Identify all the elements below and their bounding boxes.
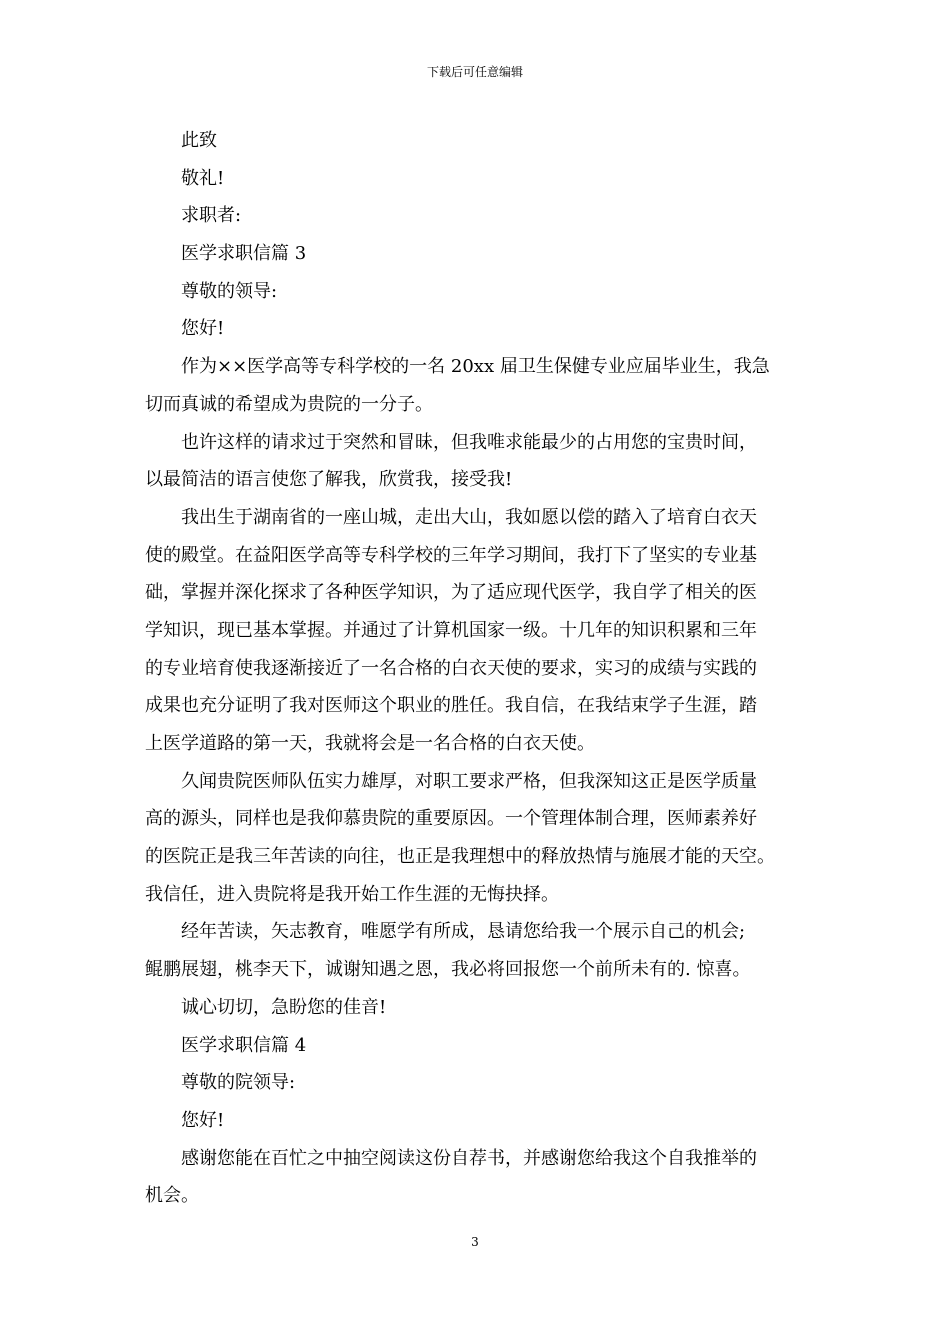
text-line: 的专业培育使我逐渐接近了一名合格的白衣天使的要求，实习的成绩与实践的 [145,657,757,679]
text-line: 久闻贵院医师队伍实力雄厚，对职工要求严格，但我深知这正是医学质量 [181,770,757,792]
text-line: 高的源头，同样也是我仰慕贵院的重要原因。一个管理体制合理，医师素养好 [145,808,757,830]
text-line: 医学求职信篇 3 [181,243,307,265]
text-line: 上医学道路的第一天，我就将会是一名合格的白衣天使。 [145,733,595,754]
text-line: 切而真诚的希望成为贵院的一分子。 [145,393,433,415]
text-line: 尊敬的院领导: [181,1072,296,1094]
text-line: 感谢您能在百忙之中抽空阅读这份自荐书，并感谢您给我这个自我推举的 [181,1147,757,1169]
text-line: 求职者: [181,205,242,227]
text-line: 医学求职信篇 4 [181,1034,307,1056]
text-line: 鲲鹏展翅，桃李天下，诚谢知遇之恩，我必将回报您一个前所未有的. 惊喜。 [145,959,751,981]
text-line: 作为××医学高等专科学校的一名 20xx 届卫生保健专业应届毕业生，我急 [181,356,770,378]
text-line: 使的殿堂。在益阳医学高等专科学校的三年学习期间，我打下了坚实的专业基 [145,544,757,566]
text-line: 您好! [181,1109,225,1131]
text-line: 敬礼! [181,167,225,189]
text-line: 您好! [181,318,225,340]
page-number: 3 [471,1235,479,1249]
text-line: 学知识，现已基本掌握。并通过了计算机国家一级。十几年的知识积累和三年 [145,619,757,641]
text-line: 础，掌握并深化探求了各种医学知识，为了适应现代医学，我自学了相关的医 [145,582,757,604]
text-line: 经年苦读，矢志教育，唯愿学有所成，恳请您给我一个展示自己的机会; [181,921,746,943]
text-line: 的医院正是我三年苦读的向往，也正是我理想中的释放热情与施展才能的天空。 [145,846,775,868]
text-line: 诚心切切，急盼您的佳音! [181,996,387,1018]
page-header: 下载后可任意编辑 [426,65,523,79]
text-line: 成果也充分证明了我对医师这个职业的胜任。我自信，在我结束学子生涯，踏 [145,695,757,717]
text-line: 我出生于湖南省的一座山城，走出大山，我如愿以偿的踏入了培育白衣天 [181,506,757,528]
text-line: 我信任，进入贵院将是我开始工作生涯的无悔抉择。 [145,883,559,905]
text-line: 此致 [181,130,217,151]
text-line: 以最简洁的语言使您了解我，欣赏我，接受我! [145,469,513,491]
text-line: 也许这样的请求过于突然和冒昧，但我唯求能最少的占用您的宝贵时间， [181,431,757,453]
text-line: 机会。 [145,1185,199,1207]
document-body [145,122,809,1215]
text-line: 尊敬的领导: [181,280,278,302]
